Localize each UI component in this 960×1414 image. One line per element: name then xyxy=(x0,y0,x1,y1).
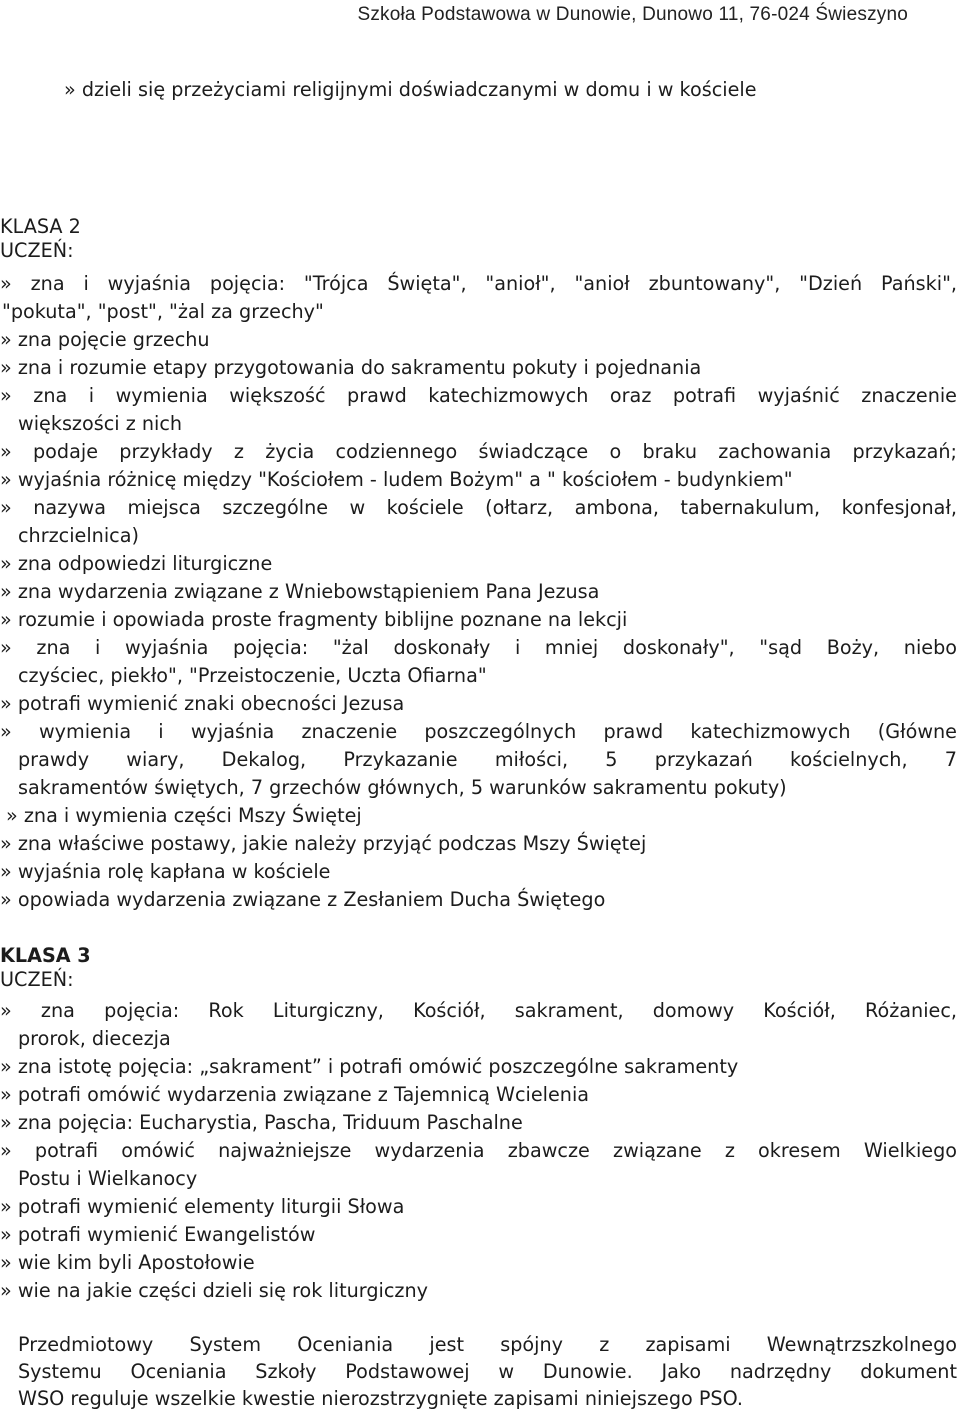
list-item-continuation: czyściec, piekło", "Przeistoczenie, Uczta Ofiarna" xyxy=(18,664,487,687)
class-3-heading: KLASA 3 xyxy=(0,944,91,967)
list-item-continuation: prawdy wiary, Dekalog, Przykazanie miłości, 5 przykazań kościelnych, 7 xyxy=(18,748,957,771)
page-header: Szkoła Podstawowa w Dunowie, Dunowo 11, 76-024 Świeszyno xyxy=(357,4,908,25)
list-item-continuation: sakramentów świętych, 7 grzechów głównych, 5 warunków sakramentu pokuty) xyxy=(18,776,787,799)
list-item: » podaje przykłady z życia codziennego świadczące o braku zachowania przykazań; xyxy=(0,440,957,463)
list-item: » dzieli się przeżyciami religijnymi doświadczanymi w domu i w kościele xyxy=(64,78,757,101)
list-item: » zna właściwe postawy, jakie należy przyjąć podczas Mszy Świętej xyxy=(0,832,647,855)
list-item: » zna i wymienia części Mszy Świętej xyxy=(6,804,362,827)
list-item: » potrafi wymienić Ewangelistów xyxy=(0,1223,316,1246)
list-item: » opowiada wydarzenia związane z Zesłaniem Ducha Świętego xyxy=(0,888,606,911)
list-item: » zna pojęcie grzechu xyxy=(0,328,210,351)
list-item: » zna pojęcia: Eucharystia, Pascha, Triduum Paschalne xyxy=(0,1111,523,1134)
list-item: » zna pojęcia: Rok Liturgiczny, Kościół, sakrament, domowy Kościół, Różaniec, xyxy=(0,999,957,1022)
list-item: » rozumie i opowiada proste fragmenty biblijne poznane na lekcji xyxy=(0,608,628,631)
list-item: » nazywa miejsca szczególne w kościele (ołtarz, ambona, tabernakulum, konfesjonał, xyxy=(0,496,957,519)
list-item: » zna i wyjaśnia pojęcia: "żal doskonały i mniej doskonały", "sąd Boży, niebo xyxy=(0,636,957,659)
class-3-subtitle: UCZEŃ: xyxy=(0,968,74,991)
list-item: » potrafi wymienić elementy liturgii Słowa xyxy=(0,1195,405,1218)
list-item-continuation: większości z nich xyxy=(18,412,183,435)
list-item-continuation: Postu i Wielkanocy xyxy=(18,1167,198,1190)
list-item-continuation: prorok, diecezja xyxy=(18,1027,171,1050)
list-item: » wie na jakie części dzieli się rok liturgiczny xyxy=(0,1279,428,1302)
footer-paragraph-line: WSO reguluje wszelkie kwestie nierozstrzygnięte zapisami niniejszego PSO. xyxy=(18,1387,744,1410)
list-item: » wymienia i wyjaśnia znaczenie poszczególnych prawd katechizmowych (Główne xyxy=(0,720,957,743)
list-item: » wyjaśnia rolę kapłana w kościele xyxy=(0,860,331,883)
list-item: » zna istotę pojęcia: „sakrament” i potrafi omówić poszczególne sakramenty xyxy=(0,1055,739,1078)
list-item: » zna i rozumie etapy przygotowania do sakramentu pokuty i pojednania xyxy=(0,356,702,379)
list-item: » zna i wyjaśnia pojęcia: "Trójca Święta", "anioł", "anioł zbuntowany", "Dzień Pański", xyxy=(0,272,957,295)
list-item: » wyjaśnia różnicę między "Kościołem - ludem Bożym" a " kościołem - budynkiem" xyxy=(0,468,793,491)
class-2-subtitle: UCZEŃ: xyxy=(0,239,74,262)
list-item: » potrafi omówić najważniejsze wydarzenia zbawcze związane z okresem Wielkiego xyxy=(0,1139,957,1162)
list-item: » wie kim byli Apostołowie xyxy=(0,1251,255,1274)
list-item-continuation: "pokuta", "post", "żal za grzechy" xyxy=(2,300,324,323)
class-2-heading: KLASA 2 xyxy=(0,215,81,238)
footer-paragraph-line: Przedmiotowy System Oceniania jest spójny z zapisami Wewnątrzszkolnego xyxy=(18,1333,957,1356)
list-item: » potrafi wymienić znaki obecności Jezusa xyxy=(0,692,405,715)
footer-paragraph-line: Systemu Oceniania Szkoły Podstawowej w Dunowie. Jako nadrzędny dokument xyxy=(18,1360,957,1383)
list-item: » zna odpowiedzi liturgiczne xyxy=(0,552,273,575)
list-item-continuation: chrzcielnica) xyxy=(18,524,139,547)
list-item: » zna i wymienia większość prawd katechizmowych oraz potrafi wyjaśnić znaczenie xyxy=(0,384,957,407)
list-item: » zna wydarzenia związane z Wniebowstąpieniem Pana Jezusa xyxy=(0,580,600,603)
list-item: » potrafi omówić wydarzenia związane z Tajemnicą Wcielenia xyxy=(0,1083,590,1106)
